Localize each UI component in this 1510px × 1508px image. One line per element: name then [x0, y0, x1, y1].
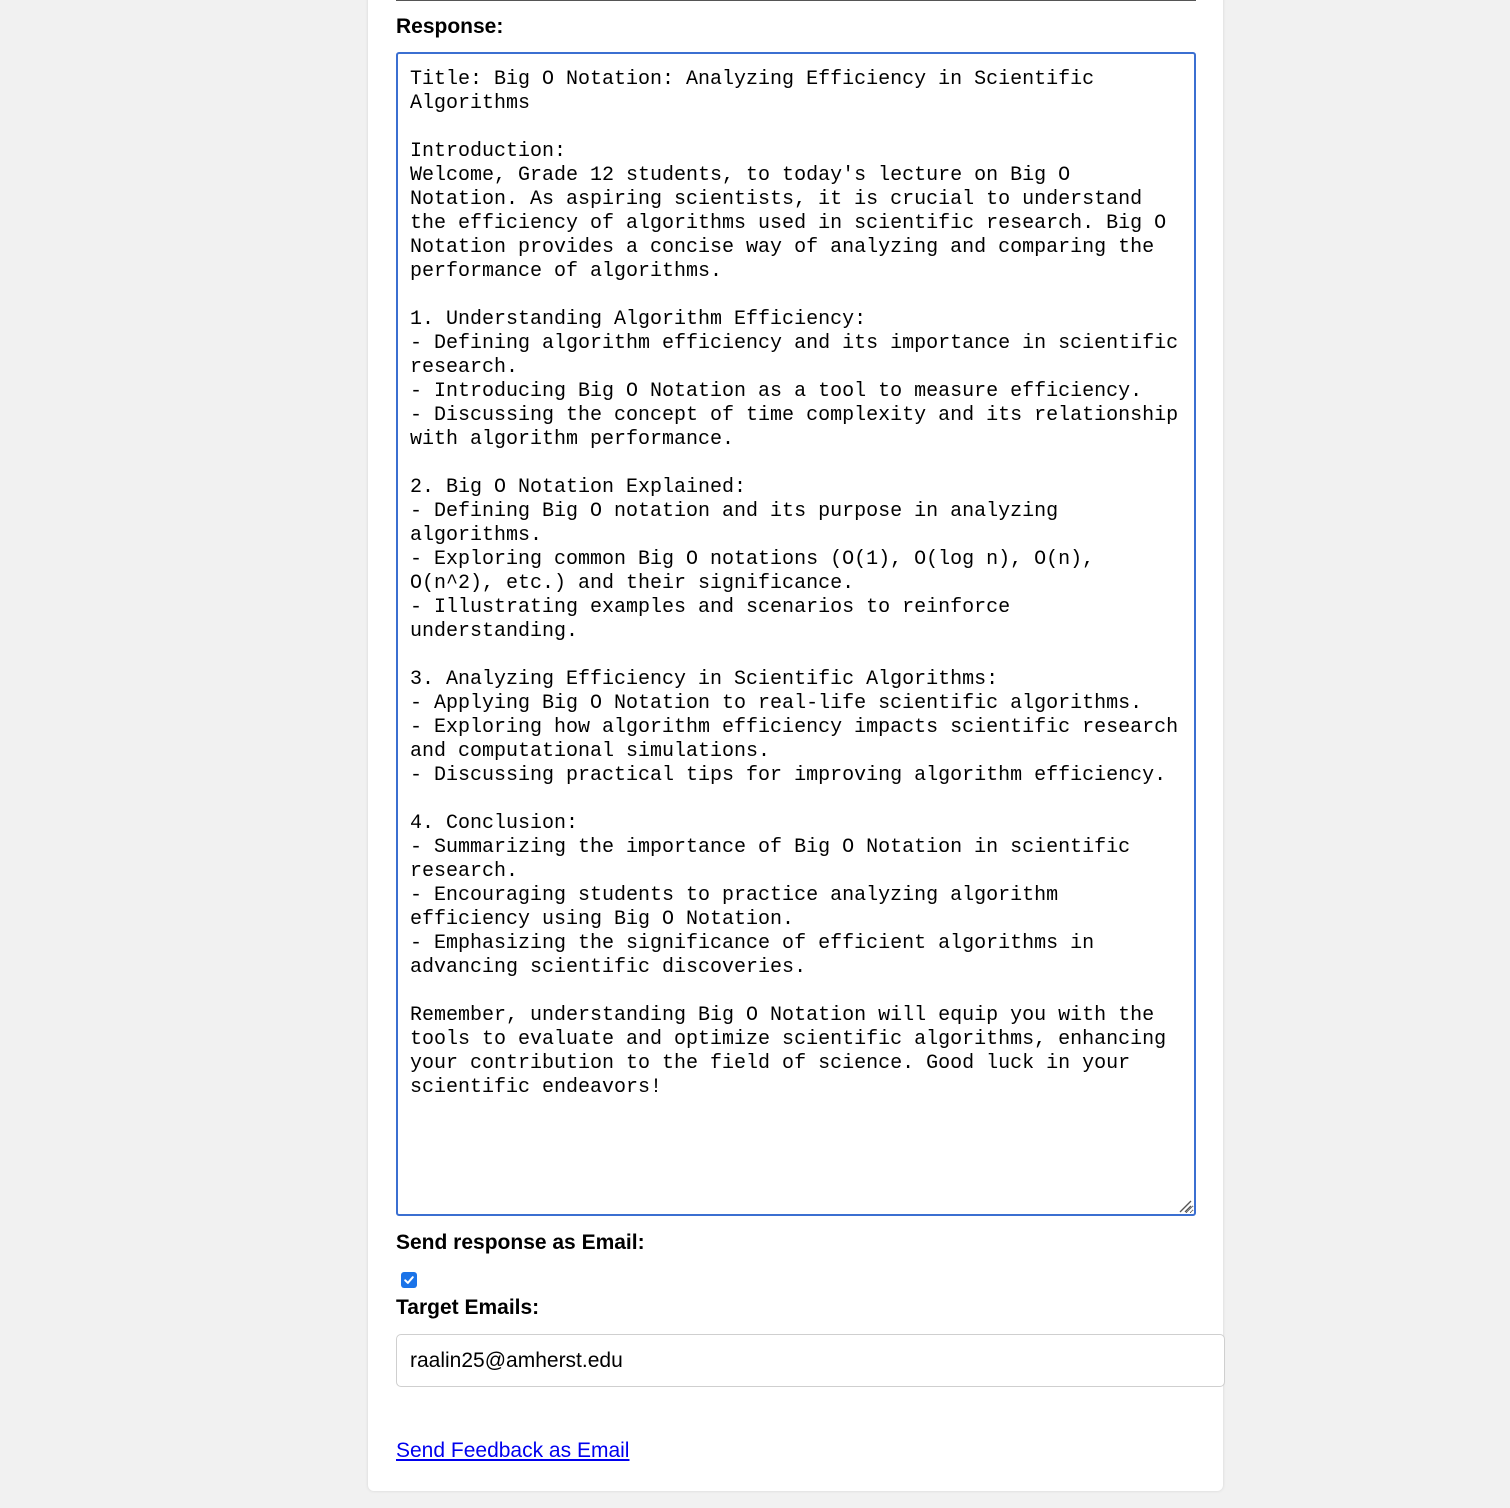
- target-emails-label: Target Emails:: [396, 1296, 540, 1319]
- top-divider: [396, 0, 1196, 1]
- target-emails-input[interactable]: [396, 1334, 1225, 1387]
- checkmark-icon: [403, 1274, 415, 1286]
- send-email-label: Send response as Email:: [396, 1231, 645, 1254]
- response-label: Response:: [396, 15, 504, 38]
- resize-grip-icon[interactable]: [1177, 1198, 1192, 1213]
- send-email-checkbox[interactable]: [401, 1272, 417, 1288]
- send-feedback-link[interactable]: Send Feedback as Email: [396, 1439, 630, 1462]
- response-textarea[interactable]: [396, 52, 1196, 1216]
